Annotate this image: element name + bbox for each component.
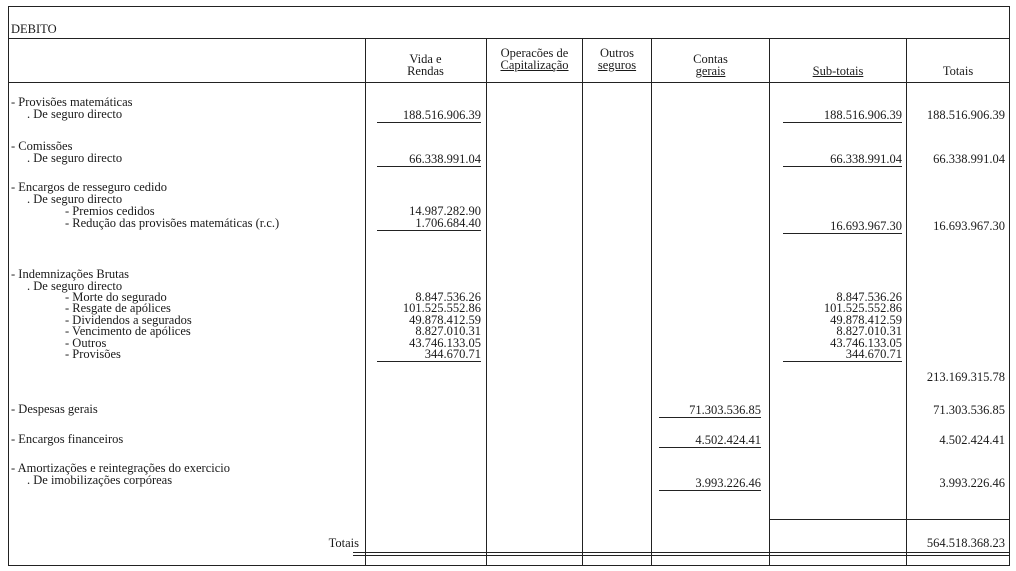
col-header-contas: Contas gerais [693,52,728,78]
col-sep-5 [769,39,770,565]
indemnizacoes-vida-values [377,292,481,362]
col-header-capitalizacao: Operacões de Capitalização [500,46,569,72]
col-sep-3 [582,39,583,565]
indemnizacoes-total: 213.169.315.78 [926,370,1005,384]
indemnizacoes-labels [65,292,192,360]
col-header-totais: Totais [942,64,974,78]
section-resseguro-sub: . De seguro directo [27,192,123,206]
indemnizacoes-item-subtotal: 8.847.536.26 [836,290,902,304]
section-indemnizacoes-sub: . De seguro directo [27,279,123,293]
comissoes-subtotal: 66.338.991.04 [783,153,902,167]
indemnizacoes-item-vida: 101.525.552.86 [402,301,481,316]
provisoes-vida: 188.516.906.39 [377,109,481,123]
section-resseguro-title: - Encargos de resseguro cedido [11,180,167,194]
resseguro-item-vida: 14.987.282.90 [409,204,481,218]
resseguro-item-vida: 1.706.684.40 [377,217,481,231]
subtotal-rule [770,519,1009,520]
provisoes-subtotal: 188.516.906.39 [783,109,902,123]
indemnizacoes-item-label: - Resgate de apólices [65,301,171,316]
indemnizacoes-item-label: - Dividendos a segurados [65,312,192,327]
col-sep-1 [365,39,366,565]
section-comissoes-title: - Comissões [11,139,73,153]
indemnizacoes-item-subtotal: 43.746.133.05 [830,335,902,350]
indemnizacoes-item-label: - Vencimento de apólices [65,324,191,339]
debit-table [8,6,1010,566]
indemnizacoes-item-vida: 43.746.133.05 [409,335,481,350]
section-provisoes-sub: . De seguro directo [27,107,123,121]
resseguro-total: 16.693.967.30 [933,219,1005,233]
resseguro-item-label: - Redução das provisões matemáticas (r.c.) [65,216,280,230]
totals-rule-lower [353,555,1009,556]
section-despesas-title: - Despesas gerais [11,402,98,416]
indemnizacoes-subtotal-values [783,292,902,362]
indemnizacoes-item-label: - Morte do segurado [65,290,167,304]
totais-label: Totais [328,536,359,550]
col-sep-6 [906,39,907,565]
indemnizacoes-item-vida: 49.878.412.59 [409,312,481,327]
resseguro-subtotal: 16.693.967.30 [783,220,902,234]
col-sep-4 [651,39,652,565]
financeiros-contas: 4.502.424.41 [659,434,761,448]
section-amortizacoes-title: - Amortizações e reintegrações do exercicio [11,461,230,475]
indemnizacoes-item-vida: 8.827.010.31 [415,324,481,339]
section-amortizacoes-sub: . De imobilizações corpóreas [27,473,173,487]
resseguro-item-label: - Premios cedidos [65,204,155,218]
grand-total: 564.518.368.23 [926,536,1005,550]
indemnizacoes-item-vida: 344.670.71 [377,349,481,362]
col-header-outros: Outros seguros [597,46,637,72]
financeiros-total: 4.502.424.41 [939,433,1005,447]
amortizacoes-total: 3.993.226.46 [939,476,1005,490]
indemnizacoes-item-subtotal: 8.827.010.31 [836,324,902,339]
comissoes-total: 66.338.991.04 [933,152,1005,166]
comissoes-vida: 66.338.991.04 [377,153,481,167]
header-divider [9,82,1009,83]
indemnizacoes-item-subtotal: 101.525.552.86 [823,301,902,316]
despesas-total: 71.303.536.85 [933,403,1005,417]
section-indemnizacoes-title: - Indemnizações Brutas [11,267,130,281]
amortizacoes-contas: 3.993.226.46 [659,477,761,491]
section-comissoes-sub: . De seguro directo [27,151,123,165]
indemnizacoes-item-label: - Provisões [65,347,121,362]
despesas-contas: 71.303.536.85 [659,404,761,418]
section-provisoes-title: - Provisões matemáticas [11,95,133,109]
indemnizacoes-item-subtotal: 49.878.412.59 [830,312,902,327]
col-header-subtotais: Sub-totais [812,64,864,78]
page-title: DEBITO [11,22,57,36]
section-financeiros-title: - Encargos financeiros [11,432,124,446]
col-header-vida: Vida e Rendas [407,52,444,78]
totals-rule-upper [353,552,1009,553]
col-sep-2 [486,39,487,565]
provisoes-total: 188.516.906.39 [926,108,1005,122]
title-divider [9,38,1009,39]
indemnizacoes-item-label: - Outros [65,335,107,350]
indemnizacoes-item-vida: 8.847.536.26 [415,290,481,304]
indemnizacoes-item-subtotal: 344.670.71 [783,349,902,362]
